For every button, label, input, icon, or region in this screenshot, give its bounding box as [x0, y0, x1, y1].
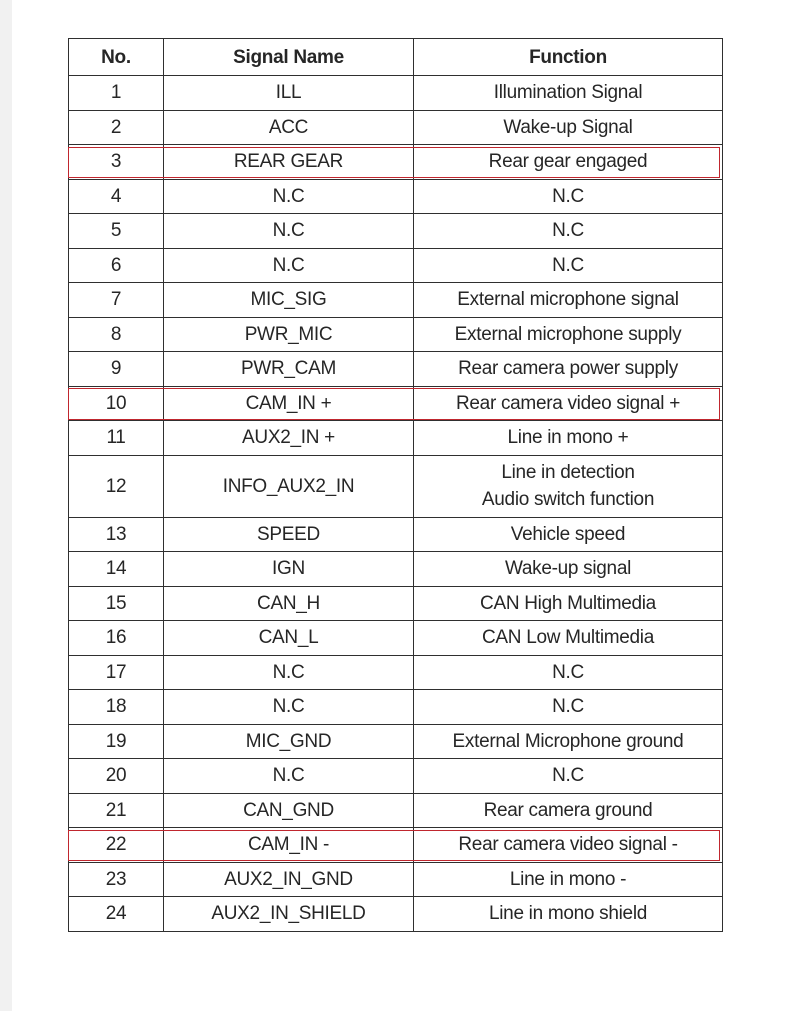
table-row	[69, 517, 723, 552]
cell-function	[414, 552, 723, 587]
table-row	[69, 586, 723, 621]
function-text: Rear camera video signal +	[455, 392, 680, 414]
cell-function	[414, 621, 723, 656]
cell-function	[414, 690, 723, 725]
cell-pin-number: 22	[69, 828, 164, 863]
table-row	[69, 552, 723, 587]
function-text: Audio switch function	[481, 489, 655, 510]
function-text: N.C	[552, 185, 584, 207]
cell-pin-number: 20	[69, 759, 164, 794]
function-text: N.C	[552, 765, 584, 787]
cell-pin-number: 12	[69, 455, 164, 517]
table-row	[69, 862, 723, 897]
function-text: Rear camera video signal -	[458, 834, 678, 856]
cell-signal-name: AUX2_IN_GND	[164, 862, 414, 897]
table-row	[69, 179, 723, 214]
function-text: Wake-up signal	[504, 558, 632, 580]
cell-function	[414, 248, 723, 283]
cell-pin-number: 9	[69, 352, 164, 387]
function-text: Line in mono shield	[488, 903, 648, 925]
cell-pin-number: 17	[69, 655, 164, 690]
cell-pin-number: 13	[69, 517, 164, 552]
cell-pin-number: 10	[69, 386, 164, 421]
cell-function	[414, 386, 723, 421]
pinout-table-container	[68, 38, 722, 932]
table-row	[69, 724, 723, 759]
function-text: CAN High Multimedia	[480, 592, 656, 614]
cell-signal-name: SPEED	[164, 517, 414, 552]
cell-signal-name: INFO_AUX2_IN	[164, 455, 414, 517]
function-text: Rear camera ground	[483, 799, 653, 821]
cell-signal-name: REAR GEAR	[164, 145, 414, 180]
cell-function	[414, 110, 723, 145]
cell-signal-name: CAN_H	[164, 586, 414, 621]
cell-function	[414, 317, 723, 352]
cell-signal-name: N.C	[164, 690, 414, 725]
table-row	[69, 655, 723, 690]
cell-function	[414, 897, 723, 932]
page-left-edge	[0, 0, 12, 1011]
table-row	[69, 214, 723, 249]
table-header-row	[69, 39, 723, 76]
function-text: Line in mono -	[509, 868, 627, 890]
table-row	[69, 690, 723, 725]
table-row	[69, 621, 723, 656]
table-row	[69, 897, 723, 932]
cell-pin-number: 14	[69, 552, 164, 587]
cell-pin-number: 7	[69, 283, 164, 318]
table-row	[69, 76, 723, 111]
cell-function	[414, 421, 723, 456]
table-row	[69, 421, 723, 456]
cell-pin-number: 5	[69, 214, 164, 249]
header-signal-name: Signal Name	[164, 39, 414, 76]
cell-pin-number: 8	[69, 317, 164, 352]
function-text: External microphone supply	[454, 323, 682, 345]
table-row	[69, 386, 723, 421]
cell-signal-name: CAN_GND	[164, 793, 414, 828]
cell-signal-name: AUX2_IN_SHIELD	[164, 897, 414, 932]
cell-signal-name: IGN	[164, 552, 414, 587]
cell-signal-name: MIC_SIG	[164, 283, 414, 318]
cell-function	[414, 759, 723, 794]
table-row	[69, 248, 723, 283]
function-text: Wake-up Signal	[503, 116, 633, 138]
table-row	[69, 759, 723, 794]
function-text: CAN Low Multimedia	[482, 627, 654, 649]
cell-function	[414, 179, 723, 214]
cell-function	[414, 214, 723, 249]
function-text: Vehicle speed	[510, 523, 626, 545]
function-text: N.C	[552, 220, 584, 242]
function-text: N.C	[552, 254, 584, 276]
cell-signal-name: PWR_CAM	[164, 352, 414, 387]
table-row	[69, 110, 723, 145]
cell-signal-name: MIC_GND	[164, 724, 414, 759]
function-text: N.C	[552, 661, 584, 683]
cell-pin-number: 18	[69, 690, 164, 725]
cell-function	[414, 283, 723, 318]
cell-pin-number: 21	[69, 793, 164, 828]
header-no: No.	[69, 39, 164, 76]
cell-function	[414, 517, 723, 552]
cell-function	[414, 862, 723, 897]
cell-signal-name: ACC	[164, 110, 414, 145]
cell-signal-name: N.C	[164, 655, 414, 690]
pinout-table	[68, 38, 723, 932]
table-row	[69, 455, 723, 517]
cell-signal-name: N.C	[164, 759, 414, 794]
cell-pin-number: 2	[69, 110, 164, 145]
function-text: Line in detection	[501, 462, 635, 483]
table-body	[69, 76, 723, 932]
cell-function	[414, 828, 723, 863]
cell-function	[414, 655, 723, 690]
function-text: Line in mono +	[507, 427, 629, 449]
cell-pin-number: 4	[69, 179, 164, 214]
table-row	[69, 828, 723, 863]
table-row	[69, 352, 723, 387]
cell-pin-number: 3	[69, 145, 164, 180]
cell-function	[414, 455, 723, 517]
cell-pin-number: 24	[69, 897, 164, 932]
cell-pin-number: 1	[69, 76, 164, 111]
cell-signal-name: AUX2_IN +	[164, 421, 414, 456]
function-text: Rear camera power supply	[458, 358, 678, 380]
cell-function	[414, 793, 723, 828]
table-row	[69, 283, 723, 318]
function-text: Rear gear engaged	[488, 151, 648, 173]
function-text: Illumination Signal	[493, 82, 643, 104]
table-row	[69, 793, 723, 828]
header-function: Function	[414, 39, 723, 76]
function-text: External microphone signal	[457, 289, 679, 311]
cell-signal-name: ILL	[164, 76, 414, 111]
cell-function	[414, 145, 723, 180]
cell-pin-number: 6	[69, 248, 164, 283]
cell-signal-name: PWR_MIC	[164, 317, 414, 352]
cell-pin-number: 11	[69, 421, 164, 456]
cell-function	[414, 724, 723, 759]
cell-signal-name: CAM_IN -	[164, 828, 414, 863]
cell-pin-number: 23	[69, 862, 164, 897]
table-row	[69, 317, 723, 352]
cell-pin-number: 15	[69, 586, 164, 621]
cell-function	[414, 352, 723, 387]
cell-signal-name: N.C	[164, 179, 414, 214]
function-text: External Microphone ground	[452, 730, 684, 752]
cell-signal-name: N.C	[164, 248, 414, 283]
cell-pin-number: 19	[69, 724, 164, 759]
cell-pin-number: 16	[69, 621, 164, 656]
cell-function	[414, 586, 723, 621]
cell-signal-name: N.C	[164, 214, 414, 249]
table-row	[69, 145, 723, 180]
function-text: N.C	[552, 696, 584, 718]
cell-function	[414, 76, 723, 111]
cell-signal-name: CAM_IN +	[164, 386, 414, 421]
cell-signal-name: CAN_L	[164, 621, 414, 656]
